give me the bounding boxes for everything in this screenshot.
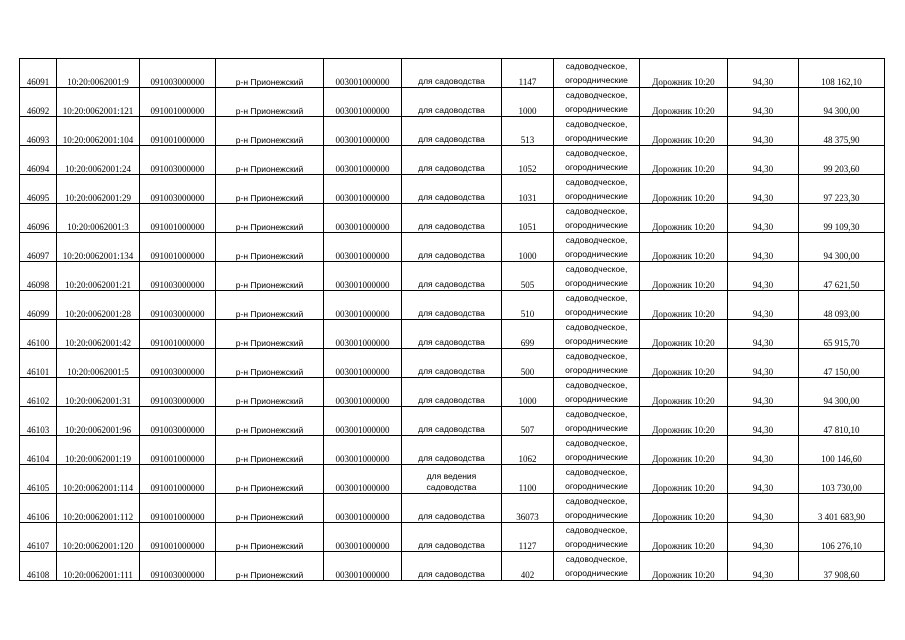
- area-cell: 1000: [502, 88, 554, 117]
- land-category-cell: садоводческое, огороднические: [554, 146, 640, 175]
- permitted-use-cell: для садоводства: [402, 349, 502, 378]
- permitted-use-cell: для садоводства: [402, 378, 502, 407]
- specific-value-cell: 94,30: [728, 349, 799, 378]
- cadastral-value-cell: 48 093,00: [799, 291, 885, 320]
- record-number-cell: 46104: [20, 436, 57, 465]
- permitted-use-cell: для садоводства: [402, 320, 502, 349]
- record-number-cell: 46091: [20, 59, 57, 88]
- specific-value-cell: 94,30: [728, 233, 799, 262]
- document-sheet: [19, 58, 885, 581]
- specific-value-cell: 94,30: [728, 146, 799, 175]
- cadastral-number-cell: 10:20:0062001:24: [57, 146, 140, 175]
- area-cell: 500: [502, 349, 554, 378]
- land-category-cell: садоводческое, огороднические: [554, 436, 640, 465]
- district-cell: р-н Прионежский: [216, 117, 324, 146]
- record-number-cell: 46098: [20, 262, 57, 291]
- record-number-cell: 46096: [20, 204, 57, 233]
- cadastral-value-cell: 47 621,50: [799, 262, 885, 291]
- cadastral-number-cell: 10:20:0062001:3: [57, 204, 140, 233]
- okato-code-cell: 091001000000: [140, 523, 216, 552]
- record-number-cell: 46095: [20, 175, 57, 204]
- table-row: [20, 233, 885, 262]
- okato-code-cell: 091003000000: [140, 407, 216, 436]
- cadastral-group-cell: Дорожник 10:20: [640, 175, 728, 204]
- permitted-use-cell: для садоводства: [402, 436, 502, 465]
- record-number-cell: 46108: [20, 552, 57, 581]
- cadastral-value-cell: 47 150,00: [799, 349, 885, 378]
- table-row: [20, 291, 885, 320]
- class-code-cell: 003001000000: [324, 175, 402, 204]
- specific-value-cell: 94,30: [728, 262, 799, 291]
- specific-value-cell: 94,30: [728, 291, 799, 320]
- district-cell: р-н Прионежский: [216, 291, 324, 320]
- cadastral-value-cell: 94 300,00: [799, 233, 885, 262]
- district-cell: р-н Прионежский: [216, 494, 324, 523]
- record-number-cell: 46099: [20, 291, 57, 320]
- okato-code-cell: 091001000000: [140, 436, 216, 465]
- record-number-cell: 46097: [20, 233, 57, 262]
- class-code-cell: 003001000000: [324, 146, 402, 175]
- cadastral-group-cell: Дорожник 10:20: [640, 88, 728, 117]
- cadastral-group-cell: Дорожник 10:20: [640, 465, 728, 494]
- table-row: [20, 523, 885, 552]
- cadastral-value-cell: 108 162,10: [799, 59, 885, 88]
- land-category-cell: садоводческое, огороднические: [554, 349, 640, 378]
- class-code-cell: 003001000000: [324, 552, 402, 581]
- table-row: [20, 146, 885, 175]
- class-code-cell: 003001000000: [324, 233, 402, 262]
- district-cell: р-н Прионежский: [216, 552, 324, 581]
- cadastral-number-cell: 10:20:0062001:104: [57, 117, 140, 146]
- cadastral-group-cell: Дорожник 10:20: [640, 523, 728, 552]
- area-cell: 1147: [502, 59, 554, 88]
- cadastral-number-cell: 10:20:0062001:21: [57, 262, 140, 291]
- permitted-use-cell: для садоводства: [402, 494, 502, 523]
- land-category-cell: садоводческое, огороднические: [554, 88, 640, 117]
- district-cell: р-н Прионежский: [216, 523, 324, 552]
- district-cell: р-н Прионежский: [216, 204, 324, 233]
- table-row: [20, 117, 885, 146]
- permitted-use-cell: для садоводства: [402, 59, 502, 88]
- area-cell: 1051: [502, 204, 554, 233]
- area-cell: 505: [502, 262, 554, 291]
- cadastral-value-cell: 94 300,00: [799, 378, 885, 407]
- cadastral-value-cell: 48 375,90: [799, 117, 885, 146]
- okato-code-cell: 091001000000: [140, 465, 216, 494]
- cadastral-number-cell: 10:20:0062001:112: [57, 494, 140, 523]
- okato-code-cell: 091001000000: [140, 494, 216, 523]
- land-category-cell: садоводческое, огороднические: [554, 465, 640, 494]
- cadastral-group-cell: Дорожник 10:20: [640, 117, 728, 146]
- cadastral-number-cell: 10:20:0062001:29: [57, 175, 140, 204]
- permitted-use-cell: для садоводства: [402, 117, 502, 146]
- okato-code-cell: 091001000000: [140, 117, 216, 146]
- okato-code-cell: 091001000000: [140, 88, 216, 117]
- cadastral-number-cell: 10:20:0062001:9: [57, 59, 140, 88]
- specific-value-cell: 94,30: [728, 117, 799, 146]
- class-code-cell: 003001000000: [324, 204, 402, 233]
- cadastral-group-cell: Дорожник 10:20: [640, 378, 728, 407]
- permitted-use-cell: для ведения садоводства: [402, 465, 502, 494]
- table-row: [20, 494, 885, 523]
- record-number-cell: 46092: [20, 88, 57, 117]
- cadastral-value-cell: 94 300,00: [799, 88, 885, 117]
- cadastral-value-cell: 106 276,10: [799, 523, 885, 552]
- land-category-cell: садоводческое, огороднические: [554, 175, 640, 204]
- specific-value-cell: 94,30: [728, 494, 799, 523]
- cadastral-value-cell: 3 401 683,90: [799, 494, 885, 523]
- cadastral-number-cell: 10:20:0062001:120: [57, 523, 140, 552]
- cadastral-number-cell: 10:20:0062001:19: [57, 436, 140, 465]
- cadastral-value-cell: 37 908,60: [799, 552, 885, 581]
- permitted-use-cell: для садоводства: [402, 407, 502, 436]
- record-number-cell: 46094: [20, 146, 57, 175]
- land-category-cell: садоводческое, огороднические: [554, 320, 640, 349]
- okato-code-cell: 091003000000: [140, 262, 216, 291]
- district-cell: р-н Прионежский: [216, 59, 324, 88]
- permitted-use-cell: для садоводства: [402, 523, 502, 552]
- specific-value-cell: 94,30: [728, 407, 799, 436]
- district-cell: р-н Прионежский: [216, 88, 324, 117]
- cadastral-value-cell: 103 730,00: [799, 465, 885, 494]
- okato-code-cell: 091003000000: [140, 146, 216, 175]
- class-code-cell: 003001000000: [324, 117, 402, 146]
- area-cell: 1052: [502, 146, 554, 175]
- cadastral-group-cell: Дорожник 10:20: [640, 204, 728, 233]
- class-code-cell: 003001000000: [324, 349, 402, 378]
- area-cell: 1000: [502, 378, 554, 407]
- specific-value-cell: 94,30: [728, 465, 799, 494]
- class-code-cell: 003001000000: [324, 262, 402, 291]
- table-row: [20, 204, 885, 233]
- table-body: [20, 59, 885, 581]
- cadastral-number-cell: 10:20:0062001:42: [57, 320, 140, 349]
- land-category-cell: садоводческое, огороднические: [554, 59, 640, 88]
- district-cell: р-н Прионежский: [216, 320, 324, 349]
- area-cell: 402: [502, 552, 554, 581]
- class-code-cell: 003001000000: [324, 523, 402, 552]
- table-row: [20, 436, 885, 465]
- cadastral-value-cell: 99 203,60: [799, 146, 885, 175]
- area-cell: 1100: [502, 465, 554, 494]
- class-code-cell: 003001000000: [324, 494, 402, 523]
- cadastral-group-cell: Дорожник 10:20: [640, 146, 728, 175]
- table-row: [20, 465, 885, 494]
- land-category-cell: садоводческое, огороднические: [554, 494, 640, 523]
- land-category-cell: садоводческое, огороднические: [554, 407, 640, 436]
- cadastral-group-cell: Дорожник 10:20: [640, 320, 728, 349]
- district-cell: р-н Прионежский: [216, 349, 324, 378]
- cadastral-group-cell: Дорожник 10:20: [640, 494, 728, 523]
- specific-value-cell: 94,30: [728, 88, 799, 117]
- specific-value-cell: 94,30: [728, 378, 799, 407]
- okato-code-cell: 091003000000: [140, 349, 216, 378]
- table-row: [20, 262, 885, 291]
- table-row: [20, 552, 885, 581]
- area-cell: 1062: [502, 436, 554, 465]
- cadastral-number-cell: 10:20:0062001:28: [57, 291, 140, 320]
- okato-code-cell: 091003000000: [140, 175, 216, 204]
- permitted-use-cell: для садоводства: [402, 262, 502, 291]
- class-code-cell: 003001000000: [324, 378, 402, 407]
- record-number-cell: 46103: [20, 407, 57, 436]
- class-code-cell: 003001000000: [324, 320, 402, 349]
- okato-code-cell: 091003000000: [140, 291, 216, 320]
- area-cell: 1000: [502, 233, 554, 262]
- specific-value-cell: 94,30: [728, 523, 799, 552]
- district-cell: р-н Прионежский: [216, 378, 324, 407]
- table-row: [20, 175, 885, 204]
- record-number-cell: 46106: [20, 494, 57, 523]
- land-category-cell: садоводческое, огороднические: [554, 552, 640, 581]
- table-row: [20, 349, 885, 378]
- cadastral-value-cell: 47 810,10: [799, 407, 885, 436]
- table-row: [20, 320, 885, 349]
- land-category-cell: садоводческое, огороднические: [554, 204, 640, 233]
- area-cell: 36073: [502, 494, 554, 523]
- area-cell: 510: [502, 291, 554, 320]
- district-cell: р-н Прионежский: [216, 262, 324, 291]
- cadastral-value-cell: 65 915,70: [799, 320, 885, 349]
- table-row: [20, 59, 885, 88]
- record-number-cell: 46100: [20, 320, 57, 349]
- record-number-cell: 46101: [20, 349, 57, 378]
- district-cell: р-н Прионежский: [216, 465, 324, 494]
- cadastral-number-cell: 10:20:0062001:111: [57, 552, 140, 581]
- permitted-use-cell: для садоводства: [402, 146, 502, 175]
- area-cell: 507: [502, 407, 554, 436]
- land-plot-table: [19, 58, 885, 581]
- record-number-cell: 46102: [20, 378, 57, 407]
- land-category-cell: садоводческое, огороднические: [554, 233, 640, 262]
- land-category-cell: садоводческое, огороднические: [554, 523, 640, 552]
- area-cell: 699: [502, 320, 554, 349]
- permitted-use-cell: для садоводства: [402, 233, 502, 262]
- cadastral-number-cell: 10:20:0062001:96: [57, 407, 140, 436]
- cadastral-group-cell: Дорожник 10:20: [640, 59, 728, 88]
- record-number-cell: 46107: [20, 523, 57, 552]
- class-code-cell: 003001000000: [324, 436, 402, 465]
- okato-code-cell: 091001000000: [140, 320, 216, 349]
- class-code-cell: 003001000000: [324, 88, 402, 117]
- specific-value-cell: 94,30: [728, 204, 799, 233]
- district-cell: р-н Прионежский: [216, 146, 324, 175]
- district-cell: р-н Прионежский: [216, 175, 324, 204]
- cadastral-group-cell: Дорожник 10:20: [640, 349, 728, 378]
- cadastral-number-cell: 10:20:0062001:134: [57, 233, 140, 262]
- cadastral-group-cell: Дорожник 10:20: [640, 436, 728, 465]
- okato-code-cell: 091001000000: [140, 204, 216, 233]
- district-cell: р-н Прионежский: [216, 233, 324, 262]
- cadastral-number-cell: 10:20:0062001:5: [57, 349, 140, 378]
- area-cell: 1031: [502, 175, 554, 204]
- area-cell: 513: [502, 117, 554, 146]
- okato-code-cell: 091001000000: [140, 233, 216, 262]
- cadastral-value-cell: 100 146,60: [799, 436, 885, 465]
- specific-value-cell: 94,30: [728, 59, 799, 88]
- class-code-cell: 003001000000: [324, 407, 402, 436]
- permitted-use-cell: для садоводства: [402, 291, 502, 320]
- land-category-cell: садоводческое, огороднические: [554, 378, 640, 407]
- cadastral-number-cell: 10:20:0062001:114: [57, 465, 140, 494]
- okato-code-cell: 091003000000: [140, 59, 216, 88]
- cadastral-group-cell: Дорожник 10:20: [640, 552, 728, 581]
- specific-value-cell: 94,30: [728, 320, 799, 349]
- land-category-cell: садоводческое, огороднические: [554, 117, 640, 146]
- cadastral-group-cell: Дорожник 10:20: [640, 262, 728, 291]
- table-row: [20, 88, 885, 117]
- cadastral-number-cell: 10:20:0062001:31: [57, 378, 140, 407]
- cadastral-value-cell: 97 223,30: [799, 175, 885, 204]
- okato-code-cell: 091003000000: [140, 378, 216, 407]
- cadastral-group-cell: Дорожник 10:20: [640, 407, 728, 436]
- cadastral-group-cell: Дорожник 10:20: [640, 233, 728, 262]
- permitted-use-cell: для садоводства: [402, 175, 502, 204]
- specific-value-cell: 94,30: [728, 175, 799, 204]
- table-row: [20, 407, 885, 436]
- land-category-cell: садоводческое, огороднические: [554, 291, 640, 320]
- record-number-cell: 46105: [20, 465, 57, 494]
- permitted-use-cell: для садоводства: [402, 552, 502, 581]
- district-cell: р-н Прионежский: [216, 407, 324, 436]
- specific-value-cell: 94,30: [728, 436, 799, 465]
- specific-value-cell: 94,30: [728, 552, 799, 581]
- permitted-use-cell: для садоводства: [402, 88, 502, 117]
- district-cell: р-н Прионежский: [216, 436, 324, 465]
- cadastral-group-cell: Дорожник 10:20: [640, 291, 728, 320]
- class-code-cell: 003001000000: [324, 291, 402, 320]
- land-category-cell: садоводческое, огороднические: [554, 262, 640, 291]
- class-code-cell: 003001000000: [324, 59, 402, 88]
- okato-code-cell: 091003000000: [140, 552, 216, 581]
- cadastral-value-cell: 99 109,30: [799, 204, 885, 233]
- cadastral-number-cell: 10:20:0062001:121: [57, 88, 140, 117]
- area-cell: 1127: [502, 523, 554, 552]
- permitted-use-cell: для садоводства: [402, 204, 502, 233]
- table-row: [20, 378, 885, 407]
- class-code-cell: 003001000000: [324, 465, 402, 494]
- record-number-cell: 46093: [20, 117, 57, 146]
